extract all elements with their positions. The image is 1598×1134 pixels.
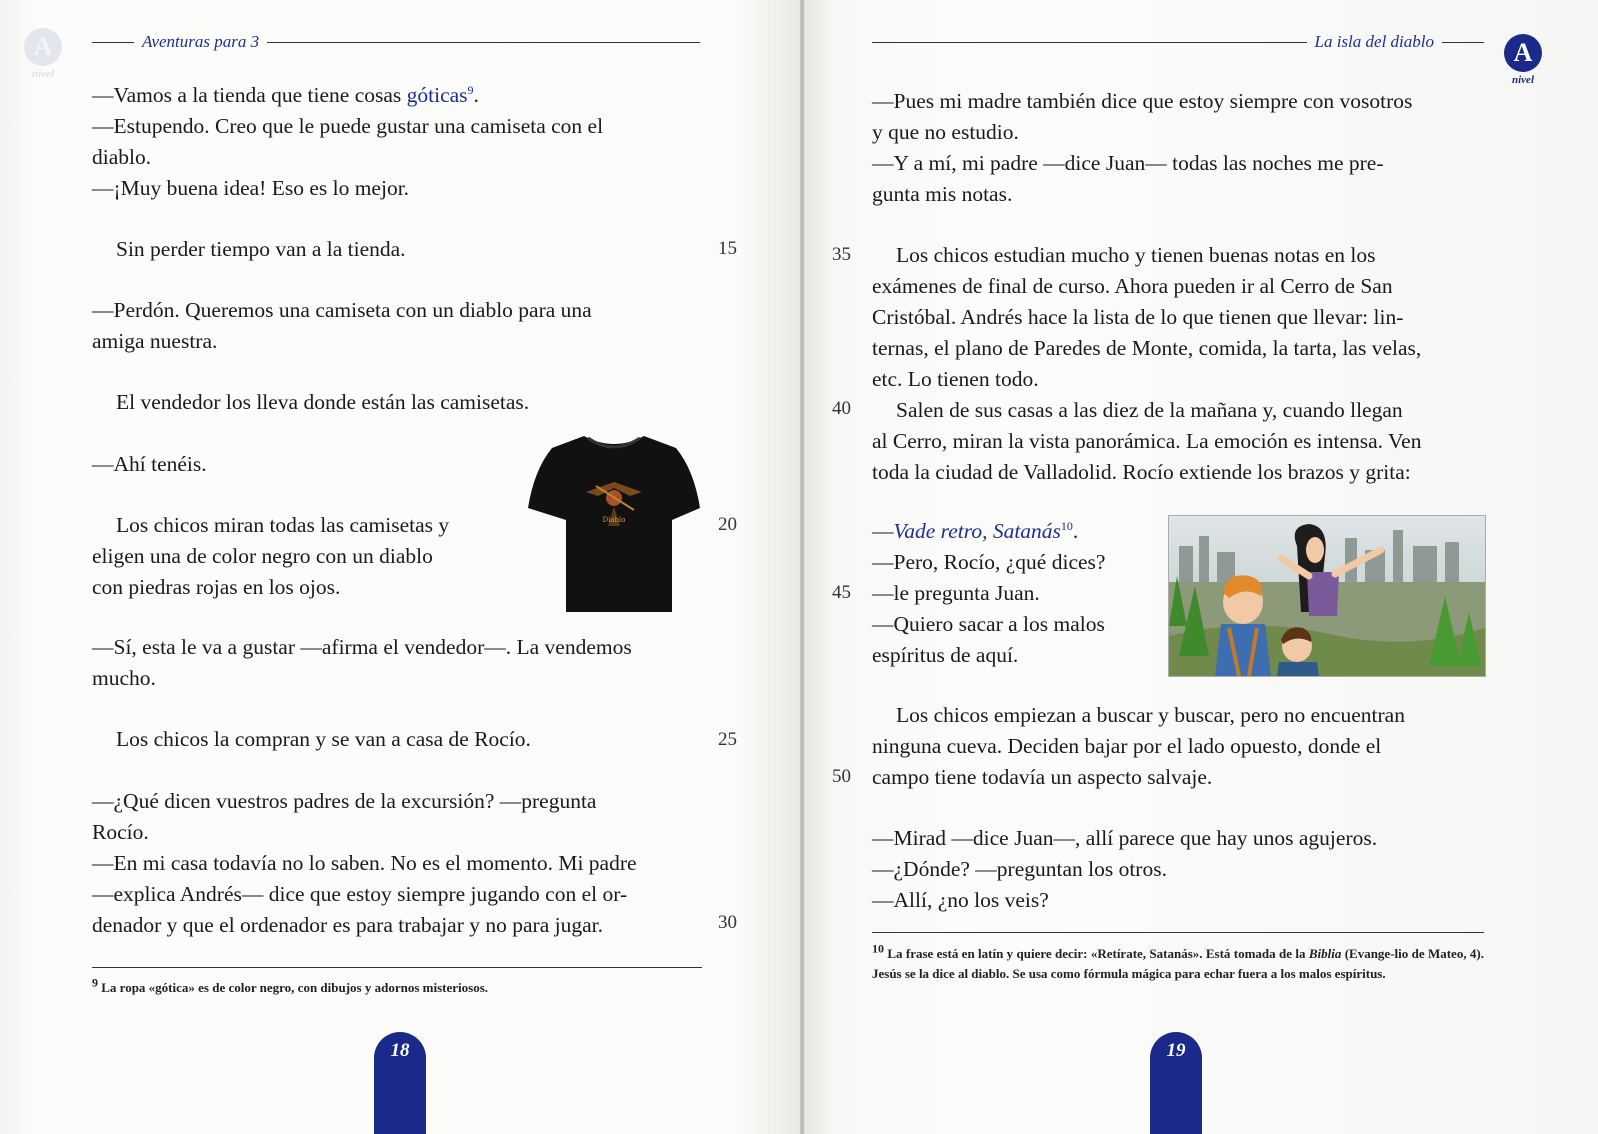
shirt-print-text: Diablo (602, 516, 626, 524)
text-line: Los chicos la compran y se van a casa de Rocío. (116, 727, 531, 751)
line-number: 30 (718, 912, 737, 933)
text-line: —Quiero sacar a los malos (872, 612, 1105, 636)
text-block-5 (92, 786, 700, 941)
text-line: —Y a mí, mi padre —dice Juan— todas las noches me pre- (872, 151, 1384, 175)
text-line: —Vade retro, Satanás$^{10}$. (872, 518, 1079, 543)
text-line: Sin perder tiempo van a la tienda. (116, 237, 406, 261)
text-line: —¿Dónde? —preguntan los otros. (872, 857, 1167, 881)
text-line: Los chicos empiezan a buscar y buscar, pero no encuentran (896, 703, 1405, 727)
text-line: toda la ciudad de Valladolid. Rocío extiende los brazos y grita: (872, 460, 1411, 484)
text-line: —explica Andrés— dice que estoy siempre jugando con el or- (92, 882, 628, 906)
text-block-2 (92, 295, 700, 357)
running-head (92, 30, 700, 54)
text-line: diablo. (92, 145, 152, 169)
faded-level-badge: A nivel (24, 28, 62, 80)
footnote-rule (92, 967, 702, 968)
text-line: —le pregunta Juan. (872, 581, 1040, 605)
text-block-3 (872, 516, 1168, 671)
text-line: gunta mis notas. (872, 182, 1013, 206)
text-block-4 (92, 632, 700, 694)
line-number: 50 (832, 766, 851, 787)
glossary-link[interactable]: Vade retro, Satanás (893, 519, 1061, 543)
footnote-ref[interactable]: 9 (467, 82, 474, 97)
text-line: —¡Muy buena idea! Eso es lo mejor. (92, 176, 410, 200)
text-block-2 (872, 240, 1482, 488)
footnote: $^{10}$ La frase está en latín y quiere decir: «Retírate, Satanás». Está tomada de la Biblia (Evange-lio de Mateo, 4). Jesús se la dice al diablo. Se usa como fórmula mágica para echar fuera a los malos espíritus. (872, 941, 1484, 981)
text-line: campo tiene todavía un aspecto salvaje. (872, 765, 1213, 789)
story-title: La isla del diablo (1314, 32, 1434, 51)
text-line: Rocío. (92, 820, 149, 844)
footnote-ref[interactable]: 10 (1060, 518, 1073, 533)
text-block-5 (872, 823, 1482, 916)
text-block-1 (92, 80, 700, 204)
text-line: —Ahí tenéis. (92, 452, 207, 476)
text-line: —Sí, esta le va a gustar —afirma el vendedor—. La vendemos (92, 635, 632, 659)
running-head (872, 30, 1484, 54)
text-line: —En mi casa todavía no lo saben. No es el momento. Mi padre (92, 851, 637, 875)
text-block-4 (872, 700, 1482, 793)
text-line: ninguna cueva. Deciden bajar por el lado opuesto, donde el (872, 734, 1382, 758)
page-number-tab: 18 (374, 1032, 426, 1134)
book-title: Aventuras para 3 (142, 32, 260, 51)
line-number: 35 (832, 244, 851, 265)
line-number: 25 (718, 729, 737, 750)
text-line: Salen de sus casas a las diez de la mañana y, cuando llegan (896, 398, 1403, 422)
text-line: Los chicos miran todas las camisetas y (116, 513, 450, 537)
text-line: amiga nuestra. (92, 329, 218, 353)
text-line: al Cerro, miran la vista panorámica. La emoción es intensa. Ven (872, 429, 1422, 453)
level-badge-icon: A (24, 28, 62, 66)
level-badge-icon: A (1504, 34, 1542, 72)
line-number: 20 (718, 514, 737, 535)
line-number: 40 (832, 398, 851, 419)
line-number: 15 (718, 238, 737, 259)
line-number: 45 (832, 582, 851, 603)
text-line: —Vamos a la tienda que tiene cosas góticas$^9$. (92, 82, 479, 107)
level-badge: A nivel (1504, 34, 1542, 86)
text-line: etc. Lo tienen todo. (872, 367, 1039, 391)
text-line: con piedras rojas en los ojos. (92, 575, 341, 599)
text-line: denador y que el ordenador es para trabajar y no para jugar. (92, 913, 603, 937)
text-line: El vendedor los lleva donde están las camisetas. (116, 390, 530, 414)
text-block-1 (872, 86, 1482, 210)
text-line: y que no estudio. (872, 120, 1019, 144)
text-line: —Estupendo. Creo que le puede gustar una camiseta con el (92, 114, 604, 138)
text-line: —Pues mi madre también dice que estoy siempre con vosotros (872, 89, 1413, 113)
text-line: ternas, el plano de Paredes de Monte, comida, la tarta, las velas, (872, 336, 1422, 360)
footnote (92, 975, 702, 998)
t-shirt-illustration (526, 430, 702, 616)
glossary-link[interactable]: góticas (406, 83, 468, 107)
text-line: —Pero, Rocío, ¿qué dices? (872, 550, 1106, 574)
footnote-mark: 9 (92, 975, 98, 990)
text-line: espíritus de aquí. (872, 643, 1019, 667)
footnote-rule (872, 932, 1484, 933)
text-line: —Perdón. Queremos una camiseta con un diablo para una (92, 298, 592, 322)
footnote-mark: 10 (872, 941, 884, 956)
text-block-3 (92, 510, 512, 603)
text-line: —Mirad —dice Juan—, allí parece que hay unos agujeros. (872, 826, 1378, 850)
text-line: Los chicos estudian mucho y tienen buenas notas en los (896, 243, 1376, 267)
text-line: —¿Qué dicen vuestros padres de la excursión? —pregunta (92, 789, 597, 813)
text-line: Cristóbal. Andrés hace la lista de lo que tienen que llevar: lin- (872, 305, 1404, 329)
text-line: —Allí, ¿no los veis? (872, 888, 1049, 912)
text-line: mucho. (92, 666, 156, 690)
text-line: eligen una de color negro con un diablo (92, 544, 433, 568)
city-view-illustration (1168, 515, 1486, 677)
footnote-text: La ropa «gótica» es de color negro, con dibujos y adornos misteriosos. (101, 980, 489, 995)
page-number-tab: 19 (1150, 1032, 1202, 1134)
text-line: exámenes de final de curso. Ahora pueden ir al Cerro de San (872, 274, 1393, 298)
